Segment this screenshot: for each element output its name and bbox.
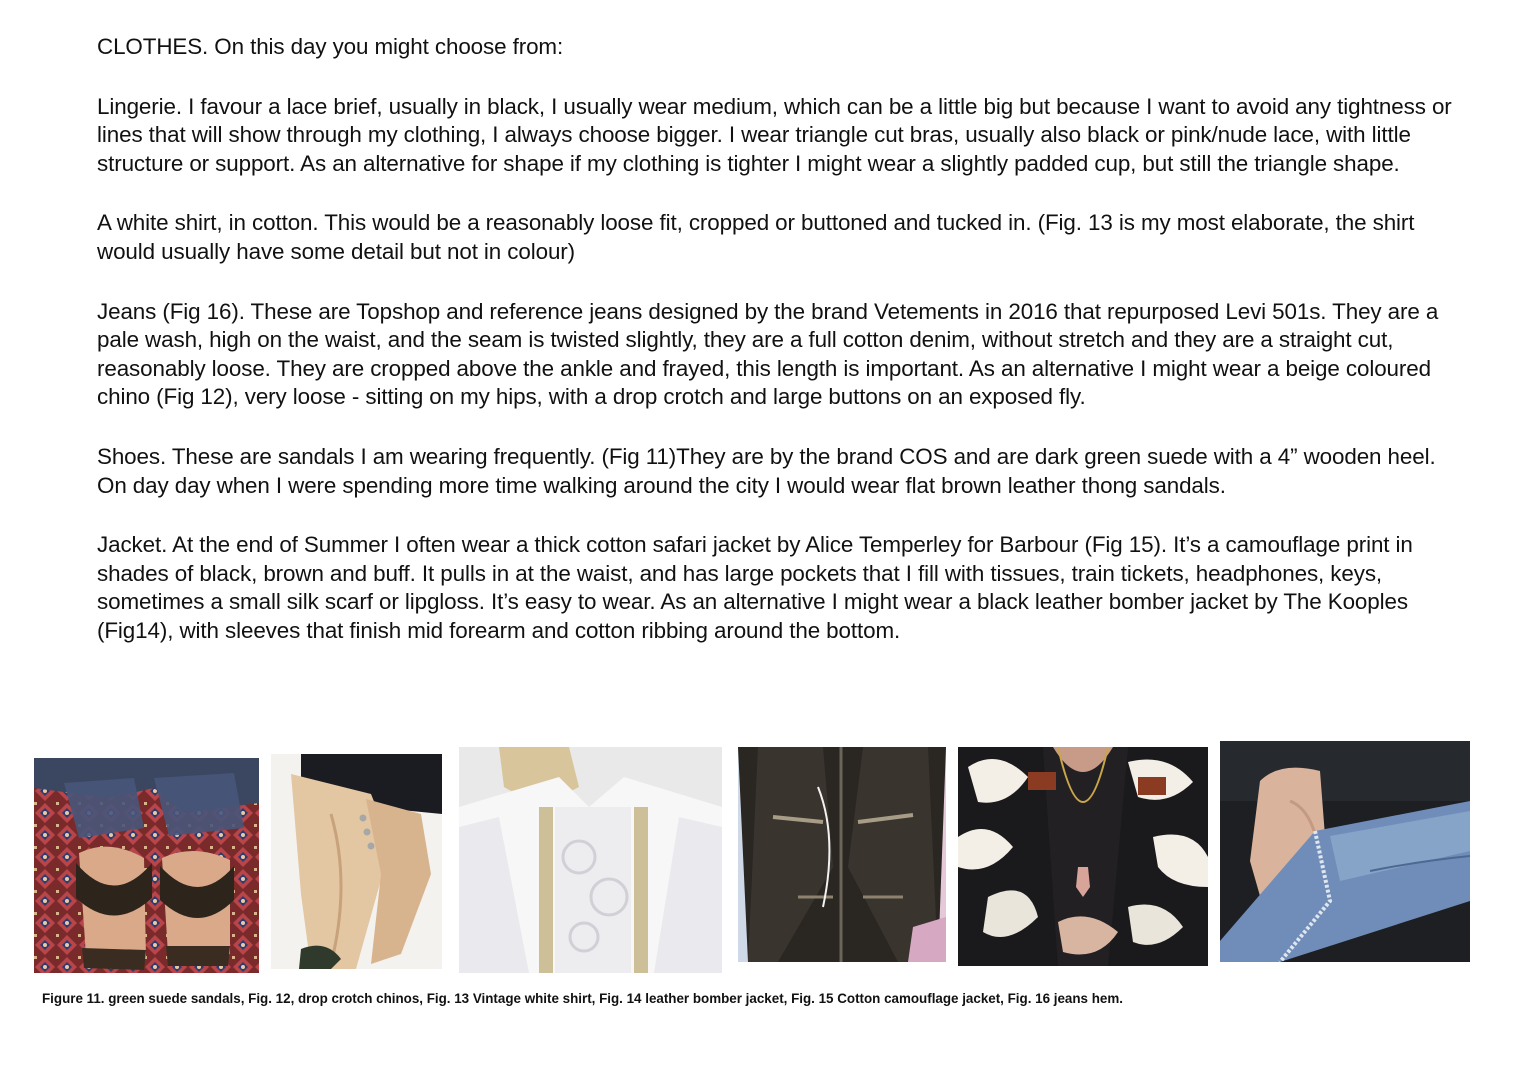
sandals-photo-icon [34, 758, 259, 973]
figure-11-sandals [34, 758, 259, 973]
figure-caption: Figure 11. green suede sandals, Fig. 12, drop crotch chinos, Fig. 13 Vintage white shirt, Fig. 14 leather bomber jacket, Fig. 15 Cotton camouflage jacket, Fig. 16 jeans hem. [42, 991, 1123, 1006]
clothes-heading: CLOTHES. On this day you might choose from: [97, 34, 564, 59]
white-shirt-paragraph: A white shirt, in cotton. This would be a reasonably loose fit, cropped or buttoned and tucked in. (Fig. 13 is my most elaborate, the shirt would usually have some detail but not in colour) [97, 210, 1415, 264]
white-shirt-photo-icon [459, 747, 722, 973]
jeans-hem-photo-icon [1220, 741, 1470, 962]
figure-13-white-shirt [459, 747, 722, 973]
leather-jacket-photo-icon [738, 747, 946, 962]
camouflage-jacket-photo-icon [958, 747, 1208, 966]
figure-14-leather-jacket [738, 747, 946, 962]
jeans-paragraph: Jeans (Fig 16). These are Topshop and reference jeans designed by the brand Vetements in 2016 that repurposed Levi 501s. They are a pale wash, high on the waist, and the seam is twisted slightly, they are a full cotton denim, without stretch and they are a straight cut, reasonably loose. They are cropped above the ankle and frayed, this length is important. As an alternative I might wear a beige coloured chino (Fig 12), very loose - sitting on my hips, with a drop crotch and large buttons on an exposed fly. [97, 298, 1439, 410]
lingerie-paragraph: Lingerie. I favour a lace brief, usually in black, I usually wear medium, which can be a little big but because I want to avoid any tightness or lines that will show through my clothing, I always choose bigger. I wear triangle cut bras, usually also black or pink/nude lace, with little structure or support. As an alternative for shape if my clothing is tighter I might wear a slightly padded cup, but still the triangle shape. [97, 93, 1452, 176]
figure-12-chinos [271, 754, 442, 969]
document-body [97, 33, 1462, 677]
figure-15-camouflage-jacket [958, 747, 1208, 966]
shoes-paragraph: Shoes. These are sandals I am wearing frequently. (Fig 11)They are by the brand COS and are dark green suede with a 4” wooden heel. On day day when I were spending more time walking around the city I would wear flat brown leather thong sandals. [97, 443, 1436, 498]
figure-16-jeans-hem [1220, 741, 1470, 962]
jacket-paragraph: Jacket. At the end of Summer I often wear a thick cotton safari jacket by Alice Temperley for Barbour (Fig 15). It’s a camouflage print in shades of black, brown and buff. It pulls in at the waist, and has large pockets that I fill with tissues, train tickets, headphones, keys, sometimes a small silk scarf or lipgloss. It’s easy to wear. As an alternative I might wear a black leather bomber jacket by The Kooples (Fig14), with sleeves that finish mid forearm and cotton ribbing around the bottom. [97, 532, 1413, 643]
chinos-photo-icon [271, 754, 442, 969]
